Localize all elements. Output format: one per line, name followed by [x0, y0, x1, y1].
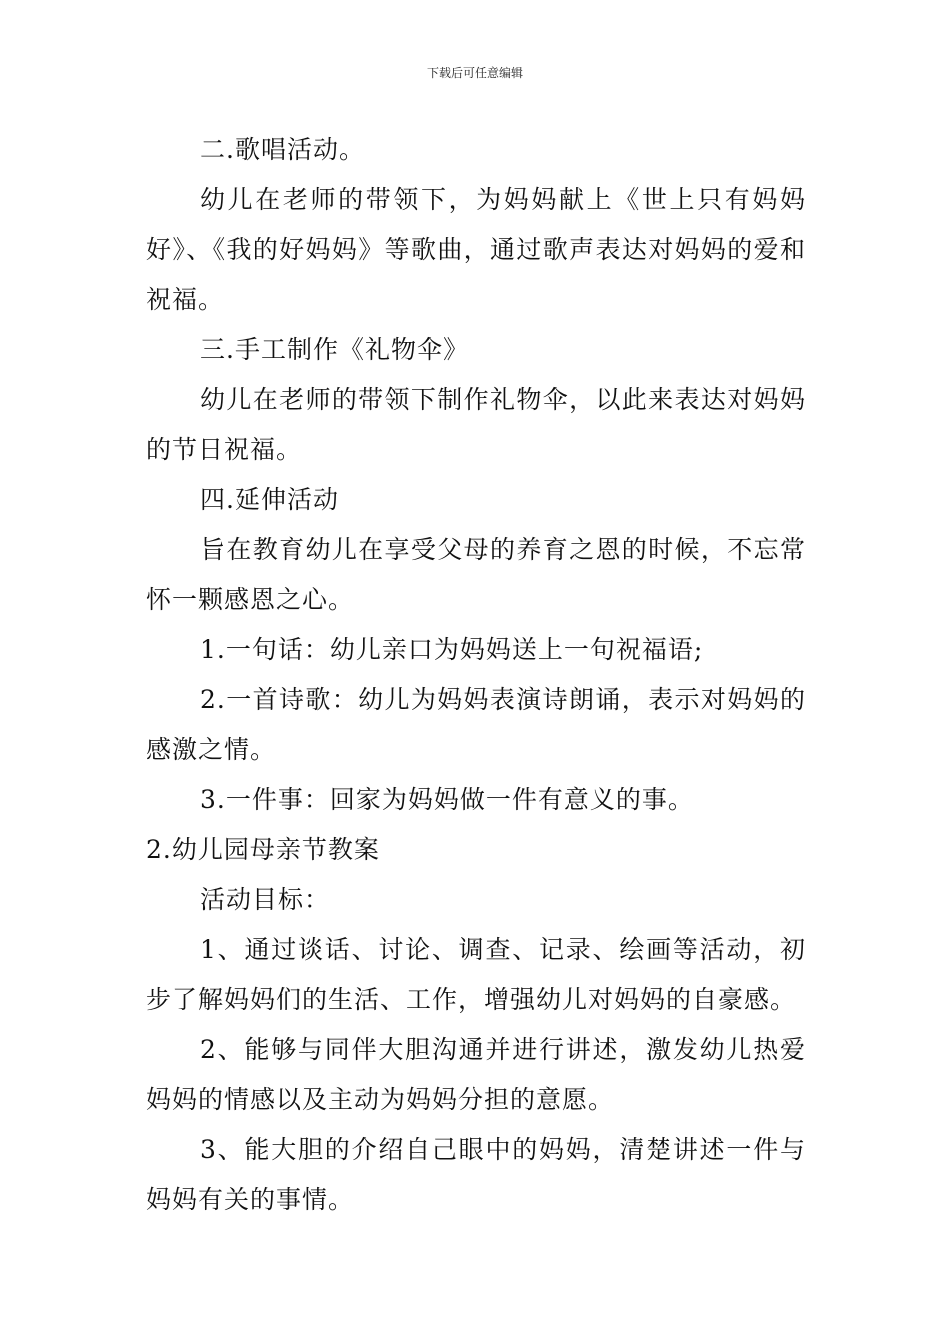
document-title-lesson-plan: 2.幼儿园母亲节教案 — [146, 835, 380, 864]
paragraph-extension: 旨在教育幼儿在享受父母的养育之恩的时候，不忘常怀一颗感恩之心。 — [146, 535, 806, 614]
section-heading-objectives: 活动目标： — [200, 885, 331, 914]
page-header: 下载后可任意编辑 — [426, 66, 523, 80]
document-body — [146, 125, 806, 1225]
list-item-one-poem: 2.一首诗歌：幼儿为妈妈表演诗朗诵，表示对妈妈的感激之情。 — [146, 685, 806, 764]
section-heading-handcraft: 三.手工制作《礼物伞》 — [200, 335, 469, 364]
objective-item-2: 2、能够与同伴大胆沟通并进行讲述，激发幼儿热爱妈妈的情感以及主动为妈妈分担的意愿。 — [146, 1035, 806, 1114]
section-heading-extension: 四.延伸活动 — [200, 485, 339, 514]
paragraph-handcraft: 幼儿在老师的带领下制作礼物伞，以此来表达对妈妈的节日祝福。 — [146, 385, 806, 464]
objective-item-3: 3、能大胆的介绍自己眼中的妈妈，清楚讲述一件与妈妈有关的事情。 — [146, 1135, 806, 1214]
list-item-one-sentence: 1.一句话：幼儿亲口为妈妈送上一句祝福语; — [200, 635, 704, 664]
section-heading-singing: 二.歌唱活动。 — [200, 135, 365, 164]
list-item-one-thing: 3.一件事：回家为妈妈做一件有意义的事。 — [200, 785, 694, 814]
objective-item-1: 1、通过谈话、讨论、调查、记录、绘画等活动，初步了解妈妈们的生活、工作，增强幼儿对妈妈的自豪感。 — [146, 935, 806, 1014]
paragraph-singing: 幼儿在老师的带领下，为妈妈献上《世上只有妈妈好》、《我的好妈妈》等歌曲，通过歌声表达对妈妈的爱和祝福。 — [146, 185, 806, 314]
